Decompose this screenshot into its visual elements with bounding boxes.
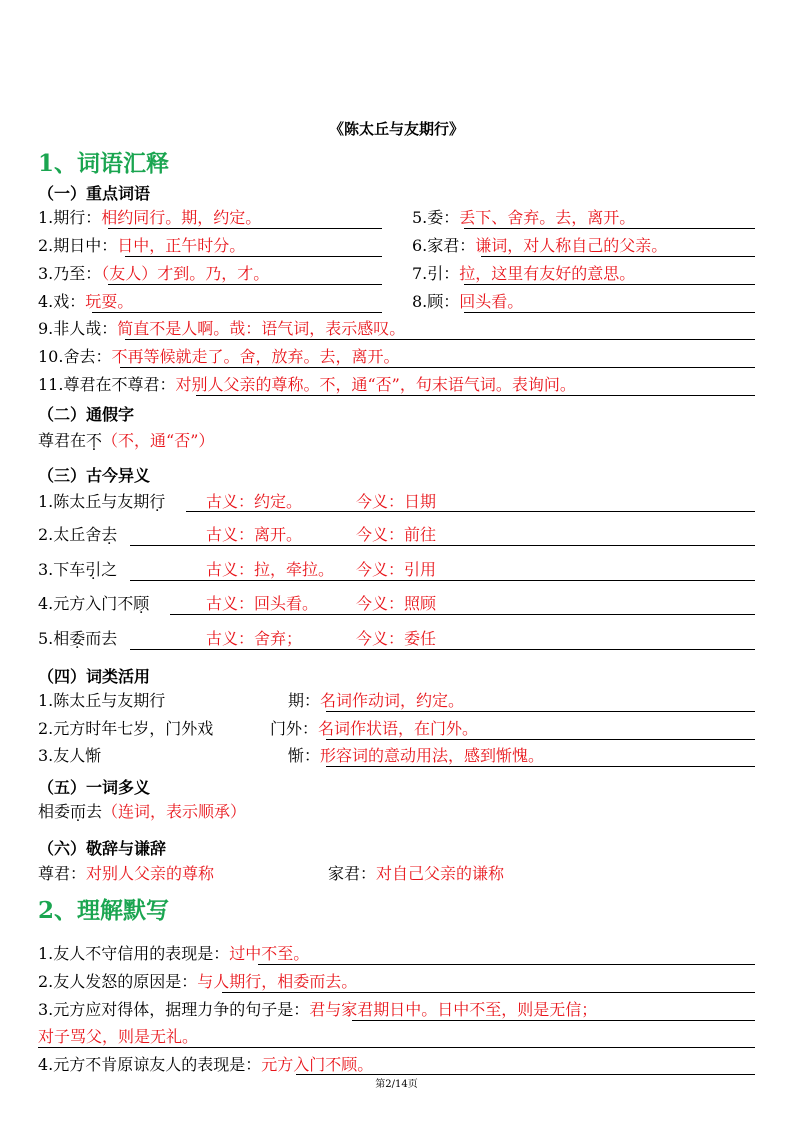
key-word-item <box>38 318 405 340</box>
subheading-part-of-speech: （四）词类活用 <box>38 667 151 686</box>
key-word-item <box>412 235 667 257</box>
subheading-interchangeable-char: （二）通假字 <box>38 405 135 424</box>
key-word-label: 3.乃至： <box>38 264 102 283</box>
key-word-answer: 相约同行。期，约定。 <box>101 208 262 227</box>
sentence-text: 去 <box>86 802 103 821</box>
key-word-item <box>38 346 399 368</box>
answer-text: 元方入门不顾。 <box>261 1055 374 1074</box>
interchangeable-char-item <box>38 430 214 452</box>
ancient-meaning: 古义：离开。 <box>206 525 303 544</box>
key-word-item <box>38 263 269 285</box>
modern-meaning: 今义：照顾 <box>356 594 437 613</box>
sentence-text: 尊君在 <box>38 431 87 450</box>
key-word-item <box>38 207 261 229</box>
key-word-answer: 简直不是人啊。哉：语气词，表示感叹。 <box>117 319 406 338</box>
sentence-text: 1.陈太丘与友期 <box>38 492 150 511</box>
sentence-text: 5.相 <box>38 629 70 648</box>
usage-answer: 名词作状语，在门外。 <box>318 719 479 738</box>
key-word-answer: 日中，正午时分。 <box>117 236 246 255</box>
answer-underline <box>170 614 755 615</box>
answer-underline <box>326 711 755 712</box>
answer-underline <box>120 367 755 368</box>
answer-underline <box>38 1047 755 1048</box>
answer-underline <box>222 992 755 993</box>
question-text: 2.友人发怒的原因是： <box>38 972 198 991</box>
answer-underline <box>464 284 755 285</box>
answer-underline <box>125 256 382 257</box>
answer-text: 君与家君期日中。日中不至，则是无信； <box>309 1000 598 1019</box>
term-answer: 对自己父亲的谦称 <box>376 864 505 883</box>
section-heading-vocabulary: 1、词语汇释 <box>38 150 170 177</box>
usage-item <box>288 745 544 767</box>
sentence-text: 2.元方时年七岁，门外戏 <box>38 719 214 738</box>
usage-word: 惭： <box>288 746 321 765</box>
key-word-label: 2.期日中： <box>38 236 118 255</box>
key-word-answer: （友人）才到。乃，才。 <box>101 264 270 283</box>
dictation-item <box>38 943 309 965</box>
subheading-polysemy: （五）一词多义 <box>38 778 151 797</box>
polysemy-item <box>38 801 246 823</box>
modern-meaning: 今义：日期 <box>356 492 437 511</box>
honorific-item <box>38 863 214 885</box>
emphasis-char: 行 <box>149 492 166 511</box>
term-answer: 对别人父亲的尊称 <box>86 864 215 883</box>
answer-underline <box>481 256 755 257</box>
key-word-label: 4.戏： <box>38 292 86 311</box>
emphasis-char: 而 <box>70 802 87 821</box>
answer-underline <box>125 339 755 340</box>
question-text: 1.友人不守信用的表现是： <box>38 944 230 963</box>
sentence-text: 4.元方入门不 <box>38 594 134 613</box>
key-word-answer: 回头看。 <box>459 292 524 311</box>
answer-underline <box>92 312 382 313</box>
term-label: 家君： <box>328 864 377 883</box>
answer-underline <box>130 649 755 650</box>
key-word-answer: 玩耍。 <box>85 292 134 311</box>
sentence-text: 而去 <box>85 629 118 648</box>
key-word-answer: 谦词，对人称自己的父亲。 <box>475 236 668 255</box>
ancient-modern-item <box>38 628 117 650</box>
answer-text: 与人期行，相委而去。 <box>197 972 358 991</box>
answer-underline <box>186 511 755 512</box>
sentence-text: 3.下车 <box>38 560 86 579</box>
humble-item <box>328 863 504 885</box>
subheading-honorific-humble: （六）敬辞与谦辞 <box>38 839 167 858</box>
answer-underline <box>464 228 755 229</box>
answer-text-continued: 对子骂父，则是无礼。 <box>38 1027 199 1046</box>
key-word-item <box>38 291 133 313</box>
key-word-answer: 拉，这里有友好的意思。 <box>459 264 636 283</box>
page-number: 第2/14页 <box>375 1079 418 1090</box>
key-word-answer: 对别人父亲的尊称。不，通“否”，句末语气词。表询问。 <box>175 375 576 394</box>
key-word-answer: 丢下、舍弃。去，离开。 <box>459 208 636 227</box>
answer-underline <box>130 580 755 581</box>
dictation-item <box>38 971 357 993</box>
page-title: 《陈太丘与友期行》 <box>328 120 464 138</box>
key-word-item <box>38 374 576 396</box>
emphasis-char: 引 <box>85 560 102 579</box>
answer-text: （连词，表示顺承） <box>102 802 247 821</box>
answer-underline <box>196 395 755 396</box>
key-word-label: 11.尊君在不尊君： <box>38 375 176 394</box>
sentence-text: 相委 <box>38 802 71 821</box>
ancient-meaning: 古义：拉，牵拉。 <box>206 560 335 579</box>
key-word-label: 9.非人哉： <box>38 319 118 338</box>
answer-text: 过中不至。 <box>229 944 310 963</box>
key-word-label: 5.委： <box>412 208 460 227</box>
ancient-modern-item <box>38 559 117 581</box>
sentence-text: 1.陈太丘与友期行 <box>38 691 166 710</box>
answer-underline <box>108 284 382 285</box>
ancient-meaning: 古义：约定。 <box>206 492 303 511</box>
question-text: 3.元方应对得体，据理力争的句子是： <box>38 1000 310 1019</box>
key-word-label: 8.顾： <box>412 292 460 311</box>
key-word-label: 7.引： <box>412 264 460 283</box>
section-heading-dictation: 2、理解默写 <box>38 897 170 924</box>
modern-meaning: 今义：前往 <box>356 525 437 544</box>
usage-answer: 名词作动词，约定。 <box>320 691 465 710</box>
emphasis-char: 委 <box>69 629 86 648</box>
emphasis-char: 不 <box>86 431 103 450</box>
sentence-text: 3.友人惭 <box>38 746 102 765</box>
modern-meaning: 今义：委任 <box>356 629 437 648</box>
key-word-item <box>412 263 635 285</box>
ancient-meaning: 古义：舍弃； <box>206 629 303 648</box>
subheading-ancient-modern: （三）古今异义 <box>38 466 151 485</box>
key-word-item <box>38 235 245 257</box>
answer-underline <box>130 545 755 546</box>
term-label: 尊君： <box>38 864 87 883</box>
emphasis-char: 去 <box>101 525 118 544</box>
usage-word: 期： <box>288 691 321 710</box>
key-word-item <box>412 207 635 229</box>
question-text: 4.元方不肯原谅友人的表现是： <box>38 1055 262 1074</box>
dictation-item <box>38 1054 373 1076</box>
ancient-modern-item <box>38 491 165 513</box>
answer-underline <box>326 739 755 740</box>
emphasis-char: 顾 <box>133 594 150 613</box>
answer-underline <box>108 228 382 229</box>
subheading-key-words: （一）重点词语 <box>38 184 151 203</box>
key-word-label: 10.舍去： <box>38 347 112 366</box>
dictation-item <box>38 999 597 1021</box>
usage-item <box>270 718 478 740</box>
sentence-text: 之 <box>101 560 118 579</box>
answer-underline <box>258 964 755 965</box>
key-word-answer: 不再等候就走了。舍，放弃。去，离开。 <box>111 347 400 366</box>
key-word-item <box>412 291 523 313</box>
usage-word: 门外： <box>270 719 319 738</box>
key-word-label: 1.期行： <box>38 208 102 227</box>
ancient-modern-item <box>38 524 117 546</box>
sentence-text: 2.太丘舍 <box>38 525 102 544</box>
answer-underline <box>464 312 755 313</box>
modern-meaning: 今义：引用 <box>356 560 437 579</box>
usage-answer: 形容词的意动用法，感到惭愧。 <box>320 746 545 765</box>
answer-underline <box>326 766 755 767</box>
answer-underline <box>352 1020 755 1021</box>
key-word-label: 6.家君： <box>412 236 476 255</box>
ancient-modern-item <box>38 593 149 615</box>
answer-text: （不，通“否”） <box>102 431 215 450</box>
ancient-meaning: 古义：回头看。 <box>206 594 319 613</box>
usage-item <box>288 690 464 712</box>
